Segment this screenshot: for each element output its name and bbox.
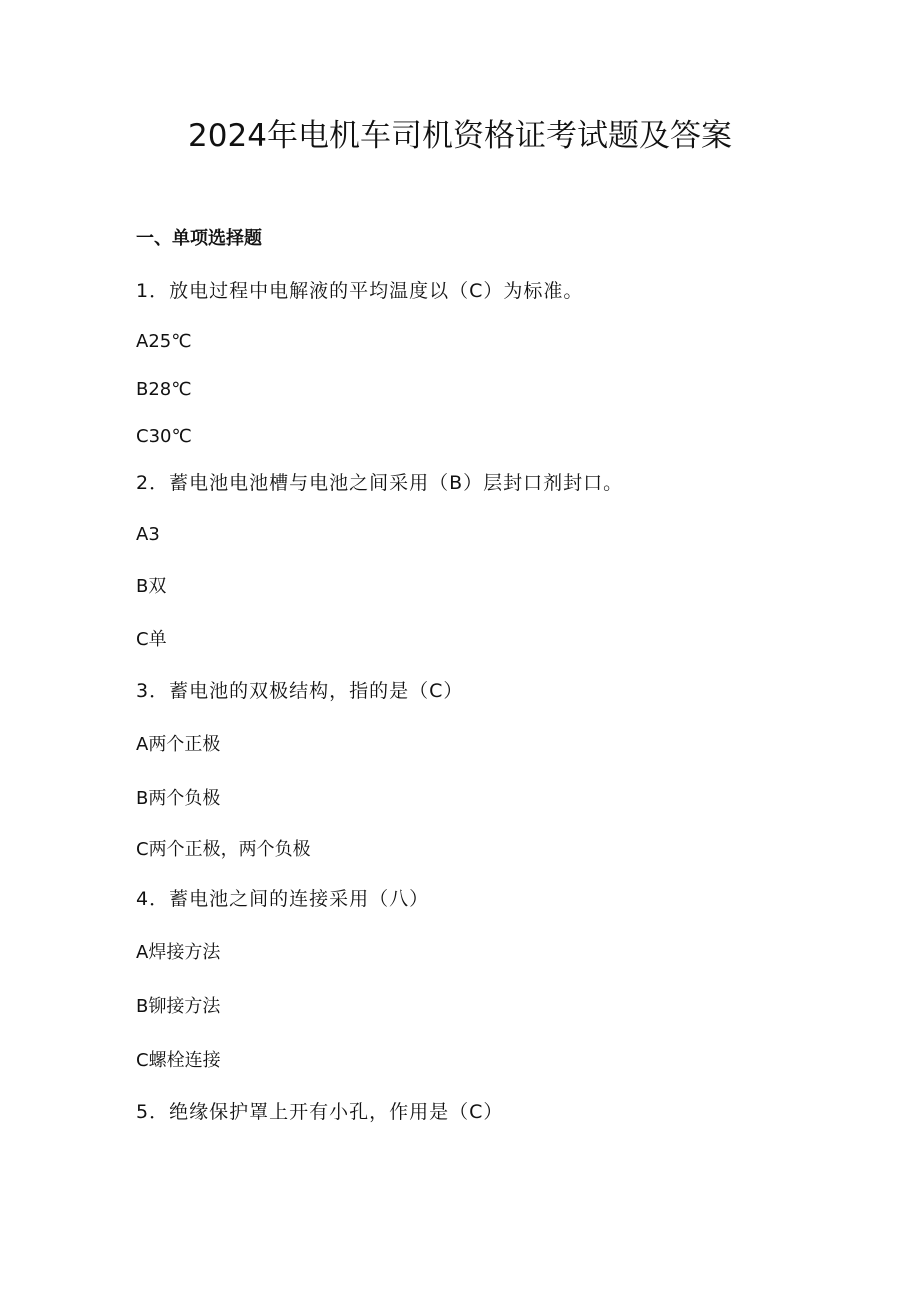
question-1: 1．放电过程中电解液的平均温度以（C）为标准。 bbox=[136, 280, 584, 302]
question-2-option-b: B双 bbox=[136, 576, 167, 597]
question-3: 3．蓄电池的双极结构，指的是（C） bbox=[136, 680, 464, 702]
question-3-option-c: C两个正极，两个负极 bbox=[136, 839, 311, 860]
question-5: 5．绝缘保护罩上开有小孔，作用是（C） bbox=[136, 1101, 504, 1123]
question-1-option-a: A25℃ bbox=[136, 331, 192, 352]
question-3-option-a: A两个正极 bbox=[136, 734, 221, 755]
question-4: 4．蓄电池之间的连接采用（八） bbox=[136, 888, 430, 910]
question-4-option-a: A焊接方法 bbox=[136, 942, 221, 963]
question-1-option-b: B28℃ bbox=[136, 379, 192, 400]
question-4-option-b: B铆接方法 bbox=[136, 996, 221, 1017]
question-2: 2．蓄电池电池槽与电池之间采用（B）层封口剂封口。 bbox=[136, 472, 624, 494]
question-2-option-a: A3 bbox=[136, 524, 160, 545]
document-title: 2024年电机车司机资格证考试题及答案 bbox=[188, 118, 732, 154]
question-3-option-b: B两个负极 bbox=[136, 788, 221, 809]
section-heading: 一、单项选择题 bbox=[136, 228, 262, 249]
question-4-option-c: C螺栓连接 bbox=[136, 1050, 221, 1071]
question-2-option-c: C单 bbox=[136, 629, 167, 650]
question-1-option-c: C30℃ bbox=[136, 426, 192, 447]
